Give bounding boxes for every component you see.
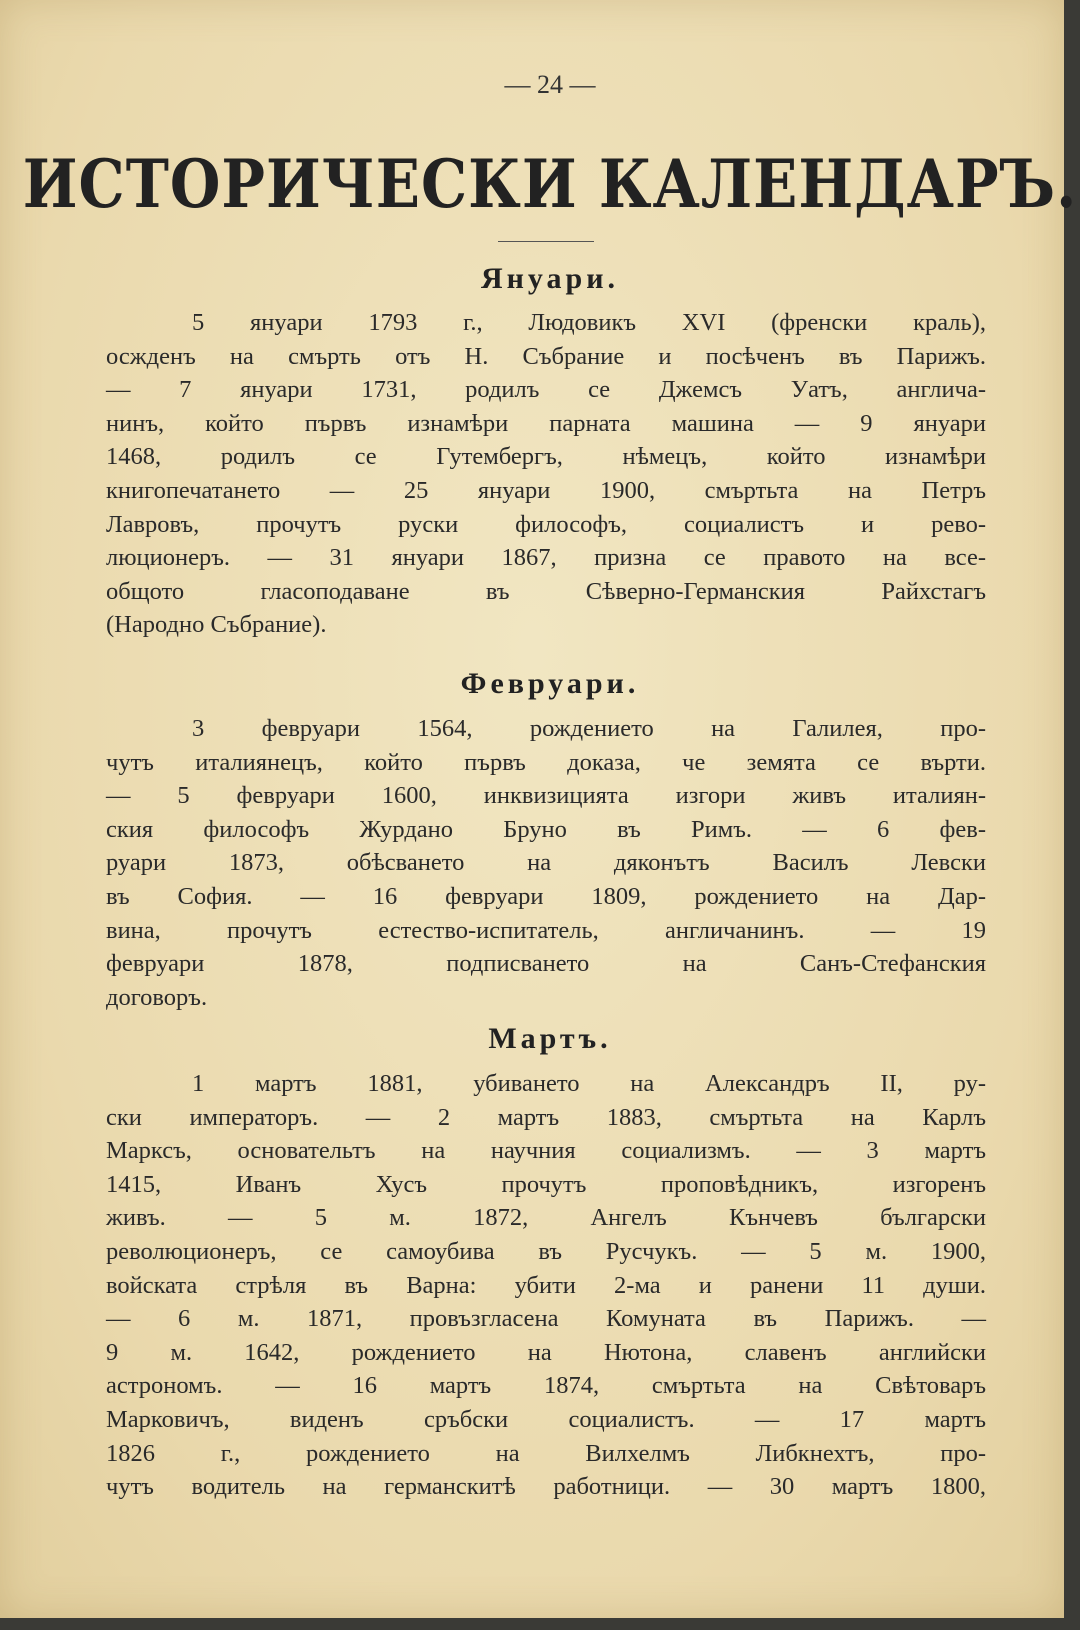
text-line: 5 януари 1793 г., Людовикъ XVI (френски краль), xyxy=(192,309,986,336)
text-line: войската стрѣля въ Варна: убити 2-ма и ранени 11 души. xyxy=(106,1271,986,1299)
text-line: — 7 януари 1731, родилъ се Джемсъ Уатъ, англича- xyxy=(106,376,986,404)
text-line: книгопечатането — 25 януари 1900, смъртьта на Петръ xyxy=(106,476,986,504)
section-text-march xyxy=(106,1067,986,1504)
text-line: (Народно Събрание). xyxy=(106,611,327,639)
text-line: революционеръ, се самоубива въ Русчукъ. — 5 м. 1900, xyxy=(106,1237,986,1265)
text-line: — 5 февруари 1600, инквизицията изгори живъ италиян- xyxy=(106,782,986,810)
text-line: общото гласоподаване въ Сѣверно-Германския Райхстагъ xyxy=(106,577,986,605)
text-line: 1 мартъ 1881, убиването на Александръ II, ру- xyxy=(192,1070,986,1097)
text-line: ски императоръ. — 2 мартъ 1883, смъртьта на Карлъ xyxy=(106,1103,986,1131)
text-line: чутъ водитель на германскитѣ работници. — 30 мартъ 1800, xyxy=(106,1473,986,1501)
text-line: вина, прочутъ естество-испитатель, англичанинъ. — 19 xyxy=(106,916,986,944)
text-line: осжденъ на смърть отъ Н. Събрание и посѣченъ въ Парижъ. xyxy=(106,342,986,370)
text-line: — 6 м. 1871, провъзгласена Комуната въ Парижъ. — xyxy=(106,1305,986,1333)
text-line: 1415, Иванъ Хусъ прочутъ проповѣдникъ, изгоренъ xyxy=(106,1170,986,1198)
text-line: люционеръ. — 31 януари 1867, призна се правото на все- xyxy=(106,544,986,572)
text-line: руари 1873, обѣсването на дяконътъ Василъ Левски xyxy=(106,849,986,877)
section-text-february xyxy=(106,712,986,1014)
text-line: ския философъ Журдано Бруно въ Римъ. — 6 фев- xyxy=(106,815,986,843)
text-line: астрономъ. — 16 мартъ 1874, смъртьта на Свѣтоваръ xyxy=(106,1372,986,1400)
text-line: февруари 1878, подписването на Санъ-Стефанския xyxy=(106,950,986,978)
section-heading-march: Мартъ. xyxy=(488,1022,612,1055)
text-line: живъ. — 5 м. 1872, Ангелъ Кънчевъ български xyxy=(106,1204,986,1232)
text-line: 1468, родилъ се Гутембергъ, нѣмецъ, който изнамѣри xyxy=(106,443,986,471)
text-line: нинъ, който първъ изнамѣри парната машина — 9 януари xyxy=(106,409,986,437)
section-heading-january: Януари. xyxy=(480,262,620,295)
text-line: 9 м. 1642, рождението на Нютона, славенъ английски xyxy=(106,1338,986,1366)
section-heading-february: Февруари. xyxy=(460,667,640,700)
text-line: въ София. — 16 февруари 1809, рождението на Дар- xyxy=(106,882,986,910)
text-line: Марковичъ, виденъ сръбски социалистъ. — 17 мартъ xyxy=(106,1405,986,1433)
text-line: договоръ. xyxy=(106,983,208,1011)
text-line: Лавровъ, прочутъ руски философъ, социалистъ и рево- xyxy=(106,510,986,538)
section-text-january xyxy=(106,306,986,642)
title-divider xyxy=(498,241,594,242)
text-line: чутъ италиянецъ, който първъ доказа, че земята се върти. xyxy=(106,748,986,776)
text-line: 1826 г., рождението на Вилхелмъ Либкнехтъ, про- xyxy=(106,1439,986,1467)
text-line: Марксъ, основательтъ на научния социализмъ. — 3 мартъ xyxy=(106,1137,986,1165)
page-title: ИСТОРИЧЕСКИ КАЛЕНДАРЪ. xyxy=(22,144,1078,224)
page-number: — 24 — xyxy=(504,70,596,99)
text-line: 3 февруари 1564, рождението на Галилея, про- xyxy=(192,715,986,742)
